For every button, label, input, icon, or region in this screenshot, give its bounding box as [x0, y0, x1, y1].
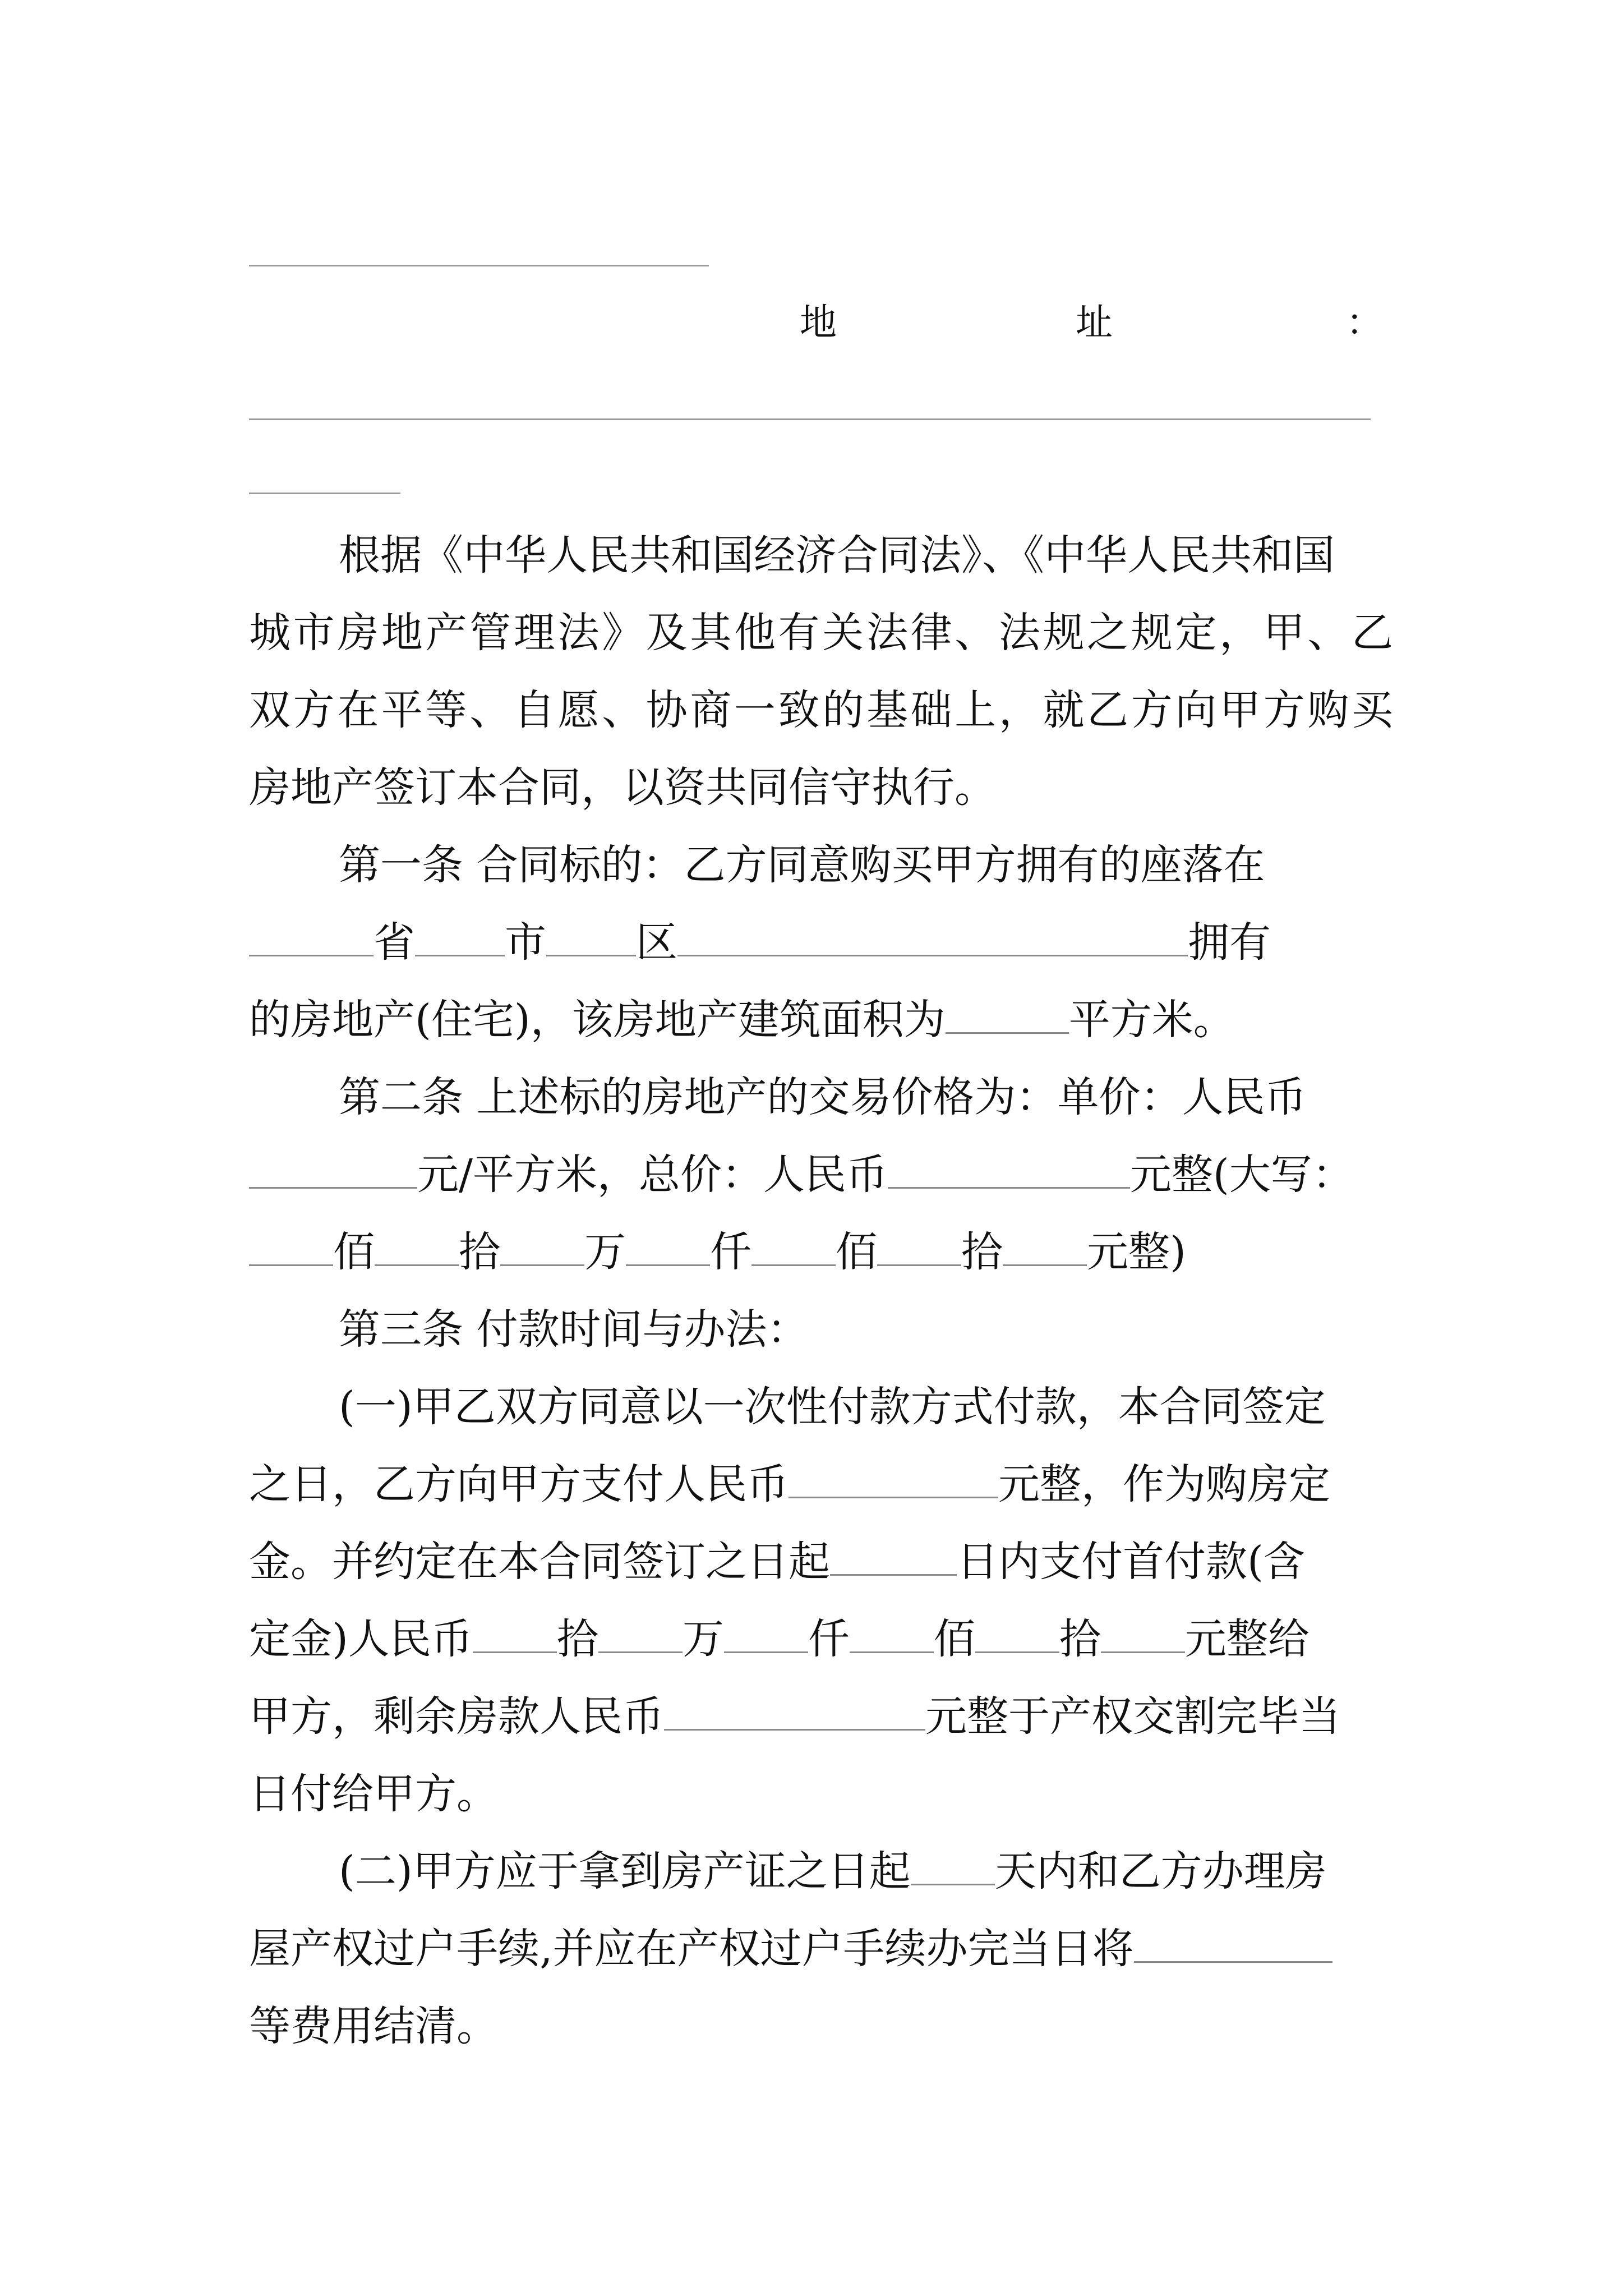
- unit-qian: 仟: [710, 1228, 751, 1276]
- blank-amount-tens-wan: [375, 1224, 459, 1266]
- article-2-line-2: [249, 1147, 1393, 1203]
- blank-fp-hundreds: [850, 1611, 934, 1653]
- preamble-line-2: 城市房地产管理法》及其他有关法律、法规之规定，甲、乙: [249, 609, 1393, 657]
- article-1-line-3: [249, 992, 1393, 1048]
- unit-shi-2: 拾: [961, 1228, 1003, 1276]
- article-3-clause-1-line-3: [249, 1534, 1393, 1590]
- address-label-char-2: 址: [1076, 301, 1113, 344]
- article-3-clause-1-line-1: (一)甲乙双方同意以一次性付款方式付款，本合同签定: [339, 1383, 1326, 1431]
- preamble-line-1: 根据《中华人民共和国经济合同法》、《中华人民共和国: [339, 531, 1335, 579]
- article-3-title: 第三条 付款时间与办法：: [339, 1305, 809, 1354]
- transfer-fees-text: 屋产权过户手续,并应在产权过户手续办完当日将: [249, 1925, 1134, 1973]
- deposit-text: 之日，乙方向甲方支付人民币: [249, 1460, 789, 1508]
- article-2-line-3: [249, 1224, 1393, 1280]
- preamble-line-3: 双方在平等、自愿、协商一致的基础上，就乙方向甲方购买: [249, 686, 1393, 734]
- first-payment-suffix: 日内支付首付款(含: [957, 1538, 1305, 1586]
- blank-province: [249, 914, 374, 956]
- unit-shi: 拾: [459, 1228, 500, 1276]
- blank-unit-price: [249, 1147, 417, 1189]
- label-district: 区: [636, 918, 677, 967]
- blank-deposit-amount: [789, 1456, 998, 1498]
- blank-amount-tens: [877, 1224, 961, 1266]
- unit-price-label: 元/平方米，总价：人民币: [417, 1151, 888, 1199]
- transfer-days-text: (二)甲方应于拿到房产证之日起: [339, 1847, 911, 1895]
- blank-district: [546, 914, 636, 956]
- address-blank-rule: [249, 418, 1371, 420]
- blank-transfer-days: [911, 1843, 995, 1885]
- preamble-line-4: 房地产签订本合同，以资共同信守执行。: [249, 763, 996, 812]
- blank-fp-wan: [598, 1611, 683, 1653]
- blank-first-payment-days: [830, 1534, 957, 1576]
- blank-rule-top: [249, 265, 709, 266]
- label-owned: 拥有: [1188, 918, 1271, 967]
- fp-unit-wan: 万: [682, 1615, 724, 1663]
- article-3-clause-1-line-2: [249, 1456, 1393, 1512]
- first-payment-days-text: 金。并约定在本合同签订之日起: [249, 1538, 830, 1586]
- address-label-colon: ：: [1346, 301, 1383, 344]
- total-price-label: 元整(大写：: [1129, 1151, 1354, 1199]
- address-blank-rule-continued: [249, 493, 400, 494]
- blank-amount-hundreds: [751, 1224, 836, 1266]
- blank-fees-item: [1134, 1921, 1332, 1963]
- remaining-payment-suffix: 元整于产权交割完毕当: [925, 1692, 1340, 1741]
- blank-amount-wan: [500, 1224, 584, 1266]
- article-3-clause-1-line-4: [249, 1611, 1393, 1667]
- remaining-payment-text: 甲方，剩余房款人民币: [249, 1692, 664, 1741]
- blank-amount-hundreds-wan: [249, 1224, 333, 1266]
- first-payment-amount-text: 定金)人民币: [249, 1615, 473, 1663]
- unit-wan: 万: [584, 1228, 626, 1276]
- address-label-char-1: 地: [800, 301, 837, 344]
- blank-street-address: [677, 914, 1188, 956]
- label-city: 市: [505, 918, 546, 967]
- blank-fp-tens: [975, 1611, 1059, 1653]
- blank-floor-area: [946, 992, 1069, 1034]
- article-2-line-1: 第二条 上述标的房地产的交易价格为：单价：人民币: [339, 1073, 1307, 1121]
- article-1-line-3-unit: 平方米。: [1068, 996, 1235, 1044]
- article-3-clause-2-line-3: 等费用结清。: [249, 2002, 498, 2050]
- article-3-clause-2-line-1: [339, 1843, 1387, 1899]
- fp-unit-shi-2: 拾: [1059, 1615, 1101, 1663]
- article-3-clause-1-line-6: 日付给甲方。: [249, 1770, 498, 1818]
- transfer-days-suffix: 天内和乙方办理房: [994, 1847, 1327, 1895]
- blank-amount-thousands: [626, 1224, 710, 1266]
- fp-unit-shi: 拾: [556, 1615, 598, 1663]
- article-3-clause-1-line-5: [249, 1688, 1393, 1745]
- unit-yuan-zheng: 元整): [1087, 1228, 1186, 1276]
- fp-unit-yuan-zheng: 元整给: [1184, 1615, 1310, 1663]
- blank-fp-tens-wan: [473, 1611, 557, 1653]
- article-1-line-1: 第一条 合同标的：乙方同意购买甲方拥有的座落在: [339, 841, 1265, 889]
- blank-remaining-amount: [664, 1688, 925, 1731]
- fp-unit-qian: 仟: [808, 1615, 850, 1663]
- article-1-line-3-text: 的房地产(住宅)，该房地产建筑面积为: [249, 996, 946, 1044]
- blank-amount-units: [1003, 1224, 1087, 1266]
- unit-bai: 佰: [333, 1228, 375, 1276]
- unit-bai-2: 佰: [836, 1228, 877, 1276]
- blank-city: [415, 914, 505, 956]
- blank-total-price: [888, 1147, 1130, 1189]
- label-province: 省: [374, 918, 415, 967]
- article-3-clause-2-line-2: [249, 1921, 1393, 1977]
- article-1-line-2: [249, 914, 1393, 970]
- deposit-suffix: 元整，作为购房定: [998, 1460, 1330, 1508]
- blank-fp-units: [1101, 1611, 1185, 1653]
- blank-fp-thousands: [724, 1611, 808, 1653]
- fp-unit-bai: 佰: [933, 1615, 975, 1663]
